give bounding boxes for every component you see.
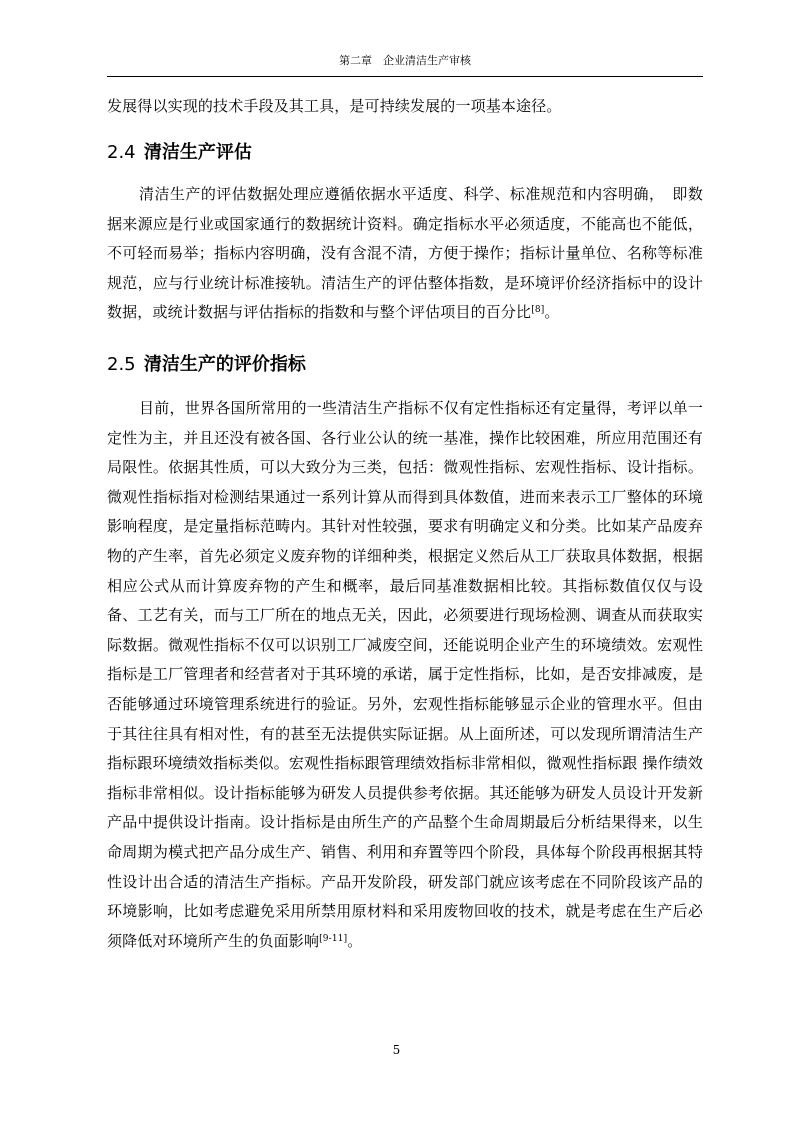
section-title: 清洁生产评估 xyxy=(143,142,252,163)
section-2-4-body xyxy=(107,180,703,328)
paragraph-end: 。 xyxy=(347,931,363,950)
section-title: 清洁生产的评价指标 xyxy=(143,354,306,375)
body-paragraph xyxy=(107,394,703,956)
body-paragraph xyxy=(107,180,703,328)
intro-paragraph: 发展得以实现的技术手段及其工具，是可持续发展的一项基本途径。 xyxy=(107,97,562,115)
section-number: 2.4 xyxy=(107,142,136,163)
paragraph-end: 。 xyxy=(544,303,560,322)
intro-paragraph-block xyxy=(107,92,703,122)
section-2-5-body xyxy=(107,394,703,956)
citation-ref: [9-11] xyxy=(319,933,348,944)
section-heading-2-5 xyxy=(107,353,306,377)
running-header xyxy=(107,52,703,77)
section-number: 2.5 xyxy=(107,354,136,375)
running-title: 第二章 企业清洁生产审核 xyxy=(339,54,471,67)
section-heading-2-4 xyxy=(107,141,252,165)
page-number: 5 xyxy=(392,1043,401,1057)
paragraph-text: 清洁生产的评估数据处理应遵循依据水平适度、科学、标准规范和内容明确， 即数据来源应是行业或国家通行的数据统计资料。确定指标水平必须适度，不能高也不能低，不可轻而易举；指标内容明确，没有含混不清，方便于操作；指标计量单位、名称等标准规范，应与行业统计标准接轨。清洁生产的评估整体指数，是环境评价经济指标中的设计数据，或统计数据与评估指标的指数和与整个评估项目的百分比 xyxy=(107,185,703,322)
paragraph-text: 目前，世界各国所常用的一些清洁生产指标不仅有定性指标还有定量得，考评以单一定性为主，并且还没有被各国、各行业公认的统一基准，操作比较困难，所应用范围还有局限性。依据其性质，可以大致分为三类，包括：微观性指标、宏观性指标、设计指标。微观性指标指对检测结果通过一系列计算从而得到具体数值，进而来表示工厂整体的环境影响程度，是定量指标范畴内。其针对性较强，要求有明确定义和分类。比如某产品废弃物的产生率，首先必须定义废弃物的详细种类，根据定义然后从工厂获取具体数据，根据相应公式从而计算废弃物的产生和概率，最后同基准数据相比较。其指标数值仅仅与设备、工艺有关，而与工厂所在的地点无关，因此，必须要进行现场检测、调查从而获取实际数据。微观性指标不仅可以识别工厂减废空间，还能说明企业产生的环境绩效。宏观性指标是工厂管理者和经营者对于其环境的承诺，属于定性指标，比如，是否安排减废，是否能够通过环境管理系统进行的验证。另外，宏观性指标能够显示企业的管理水平。但由于其往往具有相对性，有的甚至无法提供实际证据。从上面所述，可以发现所谓清洁生产指标跟环境绩效指标类似。宏观性指标跟管理绩效指标非常相似，微观性指标跟 操作绩效指标非常相似。设计指标能够为研发人员提供参考依据。其还能够为研发人员设计开发新产品中提供设计指南。设计指标是由所生产的产品整个生命周期最后分析结果得来，以生命周期为模式把产品分成生产、销售、利用和弃置等四个阶段，具体每个阶段再根据其特性设计出合适的清洁生产指标。产品开发阶段，研发部门就应该考虑在不同阶段该产品的环境影响，比如考虑避免采用所禁用原材料和采用废物回收的技术，就是考虑在生产后必须降低对环境所产生的负面影响 xyxy=(107,399,703,950)
citation-ref: [8] xyxy=(531,305,545,316)
